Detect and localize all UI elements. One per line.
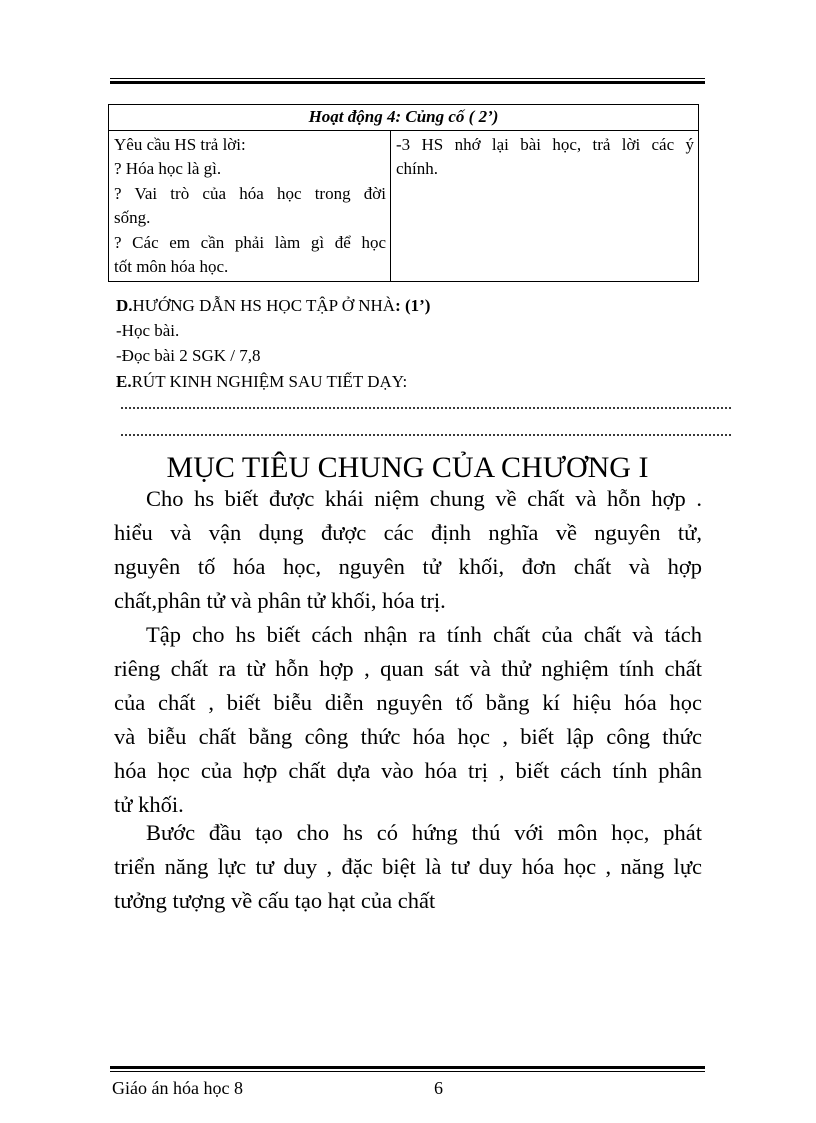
paragraph-line: và biễu chất bằng công thức hóa học , biết lập công thức bbox=[114, 724, 702, 749]
page-number: 6 bbox=[434, 1078, 443, 1098]
section-d-prefix: D. bbox=[116, 296, 133, 315]
paragraph-line: triển năng lực tư duy , đặc biệt là tư duy hóa học , năng lực bbox=[114, 854, 702, 879]
section-e-title: RÚT KINH NGHIỆM SAU TIẾT DẠY: bbox=[131, 372, 408, 391]
paragraph-line: chất,phân tử và phân tử khối, hóa trị. bbox=[114, 588, 446, 613]
paragraph-line: Tập cho hs biết cách nhận ra tính chất của chất và tách bbox=[146, 622, 702, 647]
section-d-title: HƯỚNG DẪN HS HỌC TẬP Ở NHÀ bbox=[132, 296, 396, 315]
section-d-suffix: : (1’) bbox=[395, 296, 431, 315]
teacher-line: ? Vai trò của hóa học trong đời bbox=[114, 183, 386, 203]
section-e-heading bbox=[116, 370, 407, 394]
footer-rule bbox=[110, 1066, 705, 1072]
teacher-line: ? Hóa học là gì. bbox=[114, 159, 222, 178]
student-line: -3 HS nhớ lại bài học, trả lời các ý bbox=[396, 134, 694, 154]
section-d-heading bbox=[116, 294, 430, 318]
activity-table bbox=[108, 104, 699, 282]
paragraph-line: hóa học của hợp chất dựa vào hóa trị , biết cách tính phân bbox=[114, 758, 702, 783]
paragraph-line: hiểu và vận dụng được các định nghĩa về nguyên tử, bbox=[114, 520, 702, 545]
teacher-column bbox=[109, 130, 391, 281]
chapter-title: MỤC TIÊU CHUNG CỦA CHƯƠNG I bbox=[166, 451, 649, 484]
footer-label: Giáo án hóa học 8 bbox=[112, 1078, 243, 1098]
chapter-paragraph bbox=[114, 618, 702, 822]
paragraph-line: của chất , biết biễu diễn nguyên tố bằng kí hiệu hóa học bbox=[114, 690, 702, 715]
paragraph-line: Cho hs biết được khái niệm chung về chất và hỗn hợp . bbox=[146, 486, 702, 511]
header-rule bbox=[110, 78, 705, 84]
teacher-line: sống. bbox=[114, 208, 151, 227]
section-e-prefix: E. bbox=[116, 372, 132, 391]
homework-item: -Học bài. bbox=[116, 321, 180, 340]
student-column bbox=[391, 130, 699, 281]
chapter-paragraph bbox=[114, 482, 702, 618]
paragraph-line: riêng chất ra từ hỗn hợp , quan sát và thử nghiệm tính chất bbox=[114, 656, 702, 681]
teacher-line: Yêu cầu HS trả lời: bbox=[114, 134, 246, 154]
paragraph-line: tưởng tượng về cấu tạo hạt của chất bbox=[114, 888, 436, 913]
paragraph-line: tử khối. bbox=[114, 792, 184, 817]
activity-heading: Hoạt động 4: Củng cố ( 2’) bbox=[109, 105, 699, 131]
student-line: chính. bbox=[396, 159, 439, 178]
notes-dotted-line bbox=[120, 432, 732, 438]
chapter-paragraph bbox=[114, 816, 702, 918]
paragraph-line: nguyên tố hóa học, nguyên tử khối, đơn chất và hợp bbox=[114, 554, 702, 579]
teacher-line: tốt môn hóa học. bbox=[114, 257, 229, 276]
paragraph-line: Bước đầu tạo cho hs có hứng thú với môn học, phát bbox=[146, 820, 702, 845]
notes-dotted-line bbox=[120, 405, 732, 411]
teacher-line: ? Các em cần phải làm gì để học bbox=[114, 232, 386, 252]
homework-item: -Đọc bài 2 SGK / 7,8 bbox=[116, 346, 261, 365]
